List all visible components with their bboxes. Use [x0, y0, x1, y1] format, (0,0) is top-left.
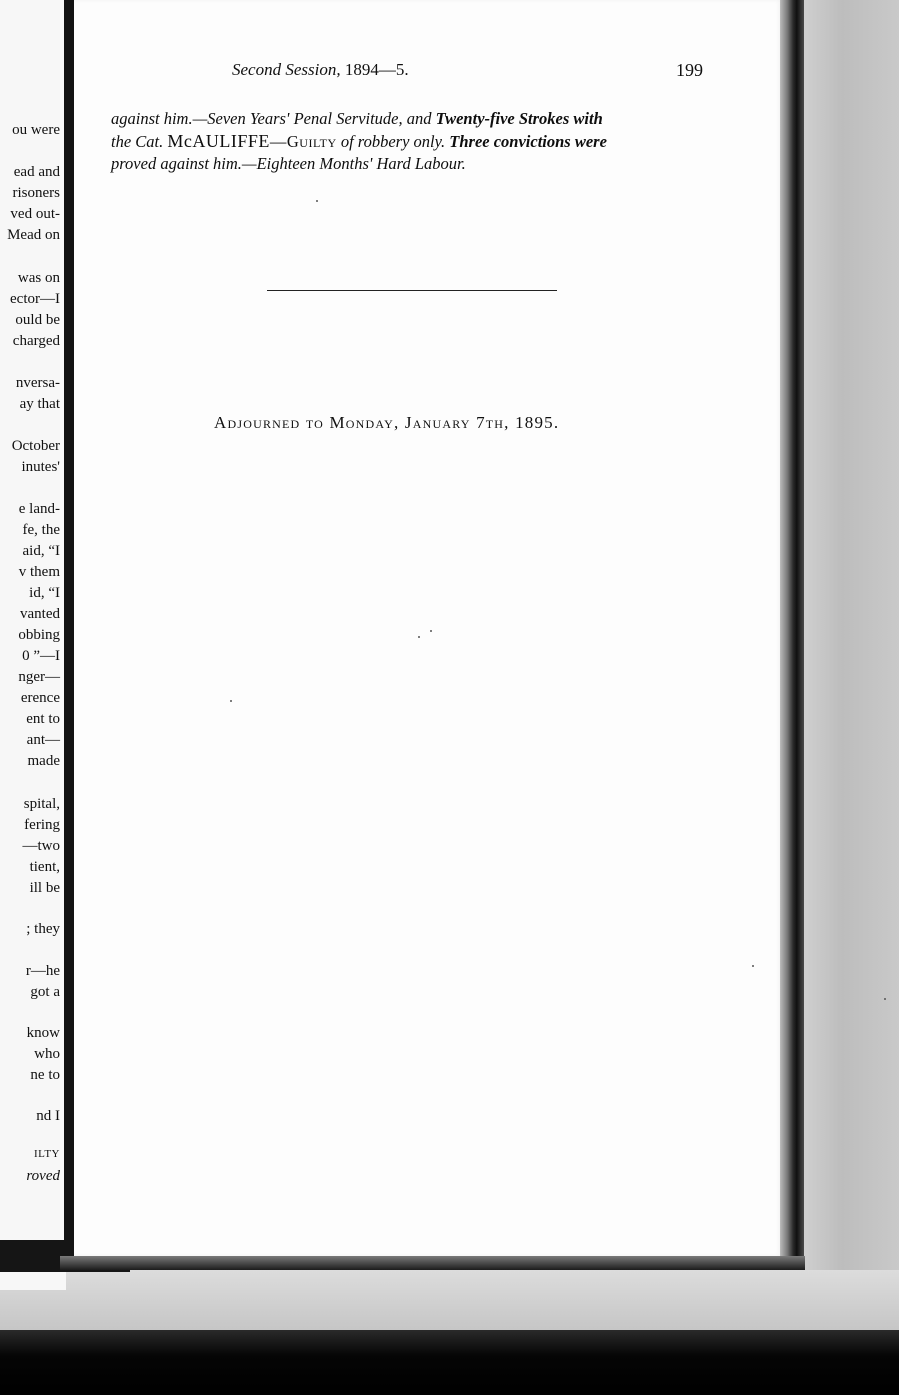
previous-page-line: Mead on [7, 227, 60, 243]
previous-page-line: ved out- [10, 206, 60, 222]
page-199 [74, 0, 782, 1256]
previous-page-line: id, “I [29, 585, 60, 601]
adjournment-notice: Adjourned to Monday, January 7th, 1895. [214, 413, 560, 432]
previous-page-line: aid, “I [22, 543, 60, 559]
defendant-name: McAULIFFE [167, 131, 270, 151]
previous-page-line: ill be [29, 880, 60, 896]
previous-page-line: 0 ”—I [22, 648, 60, 664]
previous-page-line: tient, [29, 859, 60, 875]
paper-speck [418, 636, 420, 638]
previous-page-line: r—he [25, 963, 60, 979]
previous-page-line: roved [26, 1168, 60, 1184]
previous-page-line: fe, the [22, 522, 60, 538]
previous-page-line: nd I [36, 1108, 60, 1124]
previous-page-fragment [0, 0, 66, 1290]
previous-page-line: ay that [19, 396, 60, 412]
previous-page-line: v them [18, 564, 60, 580]
previous-page-line: erence [20, 690, 60, 706]
sentence-strokes: Twenty-five Strokes with [435, 109, 603, 128]
previous-page-line: ; they [26, 921, 60, 937]
previous-page-line: ILTY [33, 1148, 60, 1160]
previous-page-line: was on [17, 270, 60, 286]
sentence-paragraph [111, 108, 713, 175]
verdict-dash: — [269, 132, 287, 151]
section-rule [267, 290, 557, 291]
previous-page-line: ent to [26, 711, 60, 727]
convictions-note: Three convictions were [449, 132, 607, 151]
running-head-years: 1894—5. [344, 60, 409, 79]
previous-page-line: made [27, 753, 60, 769]
previous-page-line: nversa- [15, 375, 60, 391]
previous-page-line: —two [22, 838, 60, 854]
running-head [232, 60, 532, 80]
previous-page-line: ne to [30, 1067, 60, 1083]
previous-page-line: ould be [15, 312, 60, 328]
paper-speck [430, 630, 432, 632]
previous-page-line: October [11, 438, 60, 454]
background-surface [804, 0, 899, 1395]
page-edge [780, 0, 804, 1262]
verdict: Guilty [286, 132, 337, 151]
sentence-text-2: the Cat. [111, 132, 168, 151]
page-bottom-edge [60, 1256, 805, 1270]
paper-speck [752, 965, 754, 967]
background-surface-bottom [0, 1270, 899, 1335]
paper-speck [884, 998, 886, 1000]
page-number: 199 [676, 60, 703, 80]
previous-page-line: charged [12, 333, 60, 349]
previous-page-line: obbing [18, 627, 60, 643]
previous-page-line: ant— [26, 732, 60, 748]
sentence-text-3: proved against him.—Eighteen Months' Hard Labour. [111, 154, 466, 173]
previous-page-line: risoners [12, 185, 60, 201]
previous-page-line: e land- [18, 501, 60, 517]
paper-speck [230, 700, 232, 702]
previous-page-line: who [34, 1046, 60, 1062]
bottom-shadow [0, 1330, 899, 1395]
running-head-session: Second Session, [232, 60, 341, 79]
previous-page-line: know [26, 1025, 60, 1041]
previous-page-line: ector—I [10, 291, 60, 307]
sentence-text-1: against him.—Seven Years' Penal Servitude, and [111, 109, 436, 128]
previous-page-line: inutes' [21, 459, 60, 475]
verdict-detail: of robbery only. [336, 132, 450, 151]
previous-page-line: ou were [12, 122, 60, 138]
previous-page-line: fering [24, 817, 60, 833]
previous-page-line: nger— [18, 669, 60, 685]
paper-speck [316, 200, 318, 202]
previous-page-line: vanted [20, 606, 60, 622]
previous-page-line: got a [30, 984, 60, 1000]
previous-page-line: ead and [13, 164, 60, 180]
previous-page-line: spital, [23, 796, 60, 812]
